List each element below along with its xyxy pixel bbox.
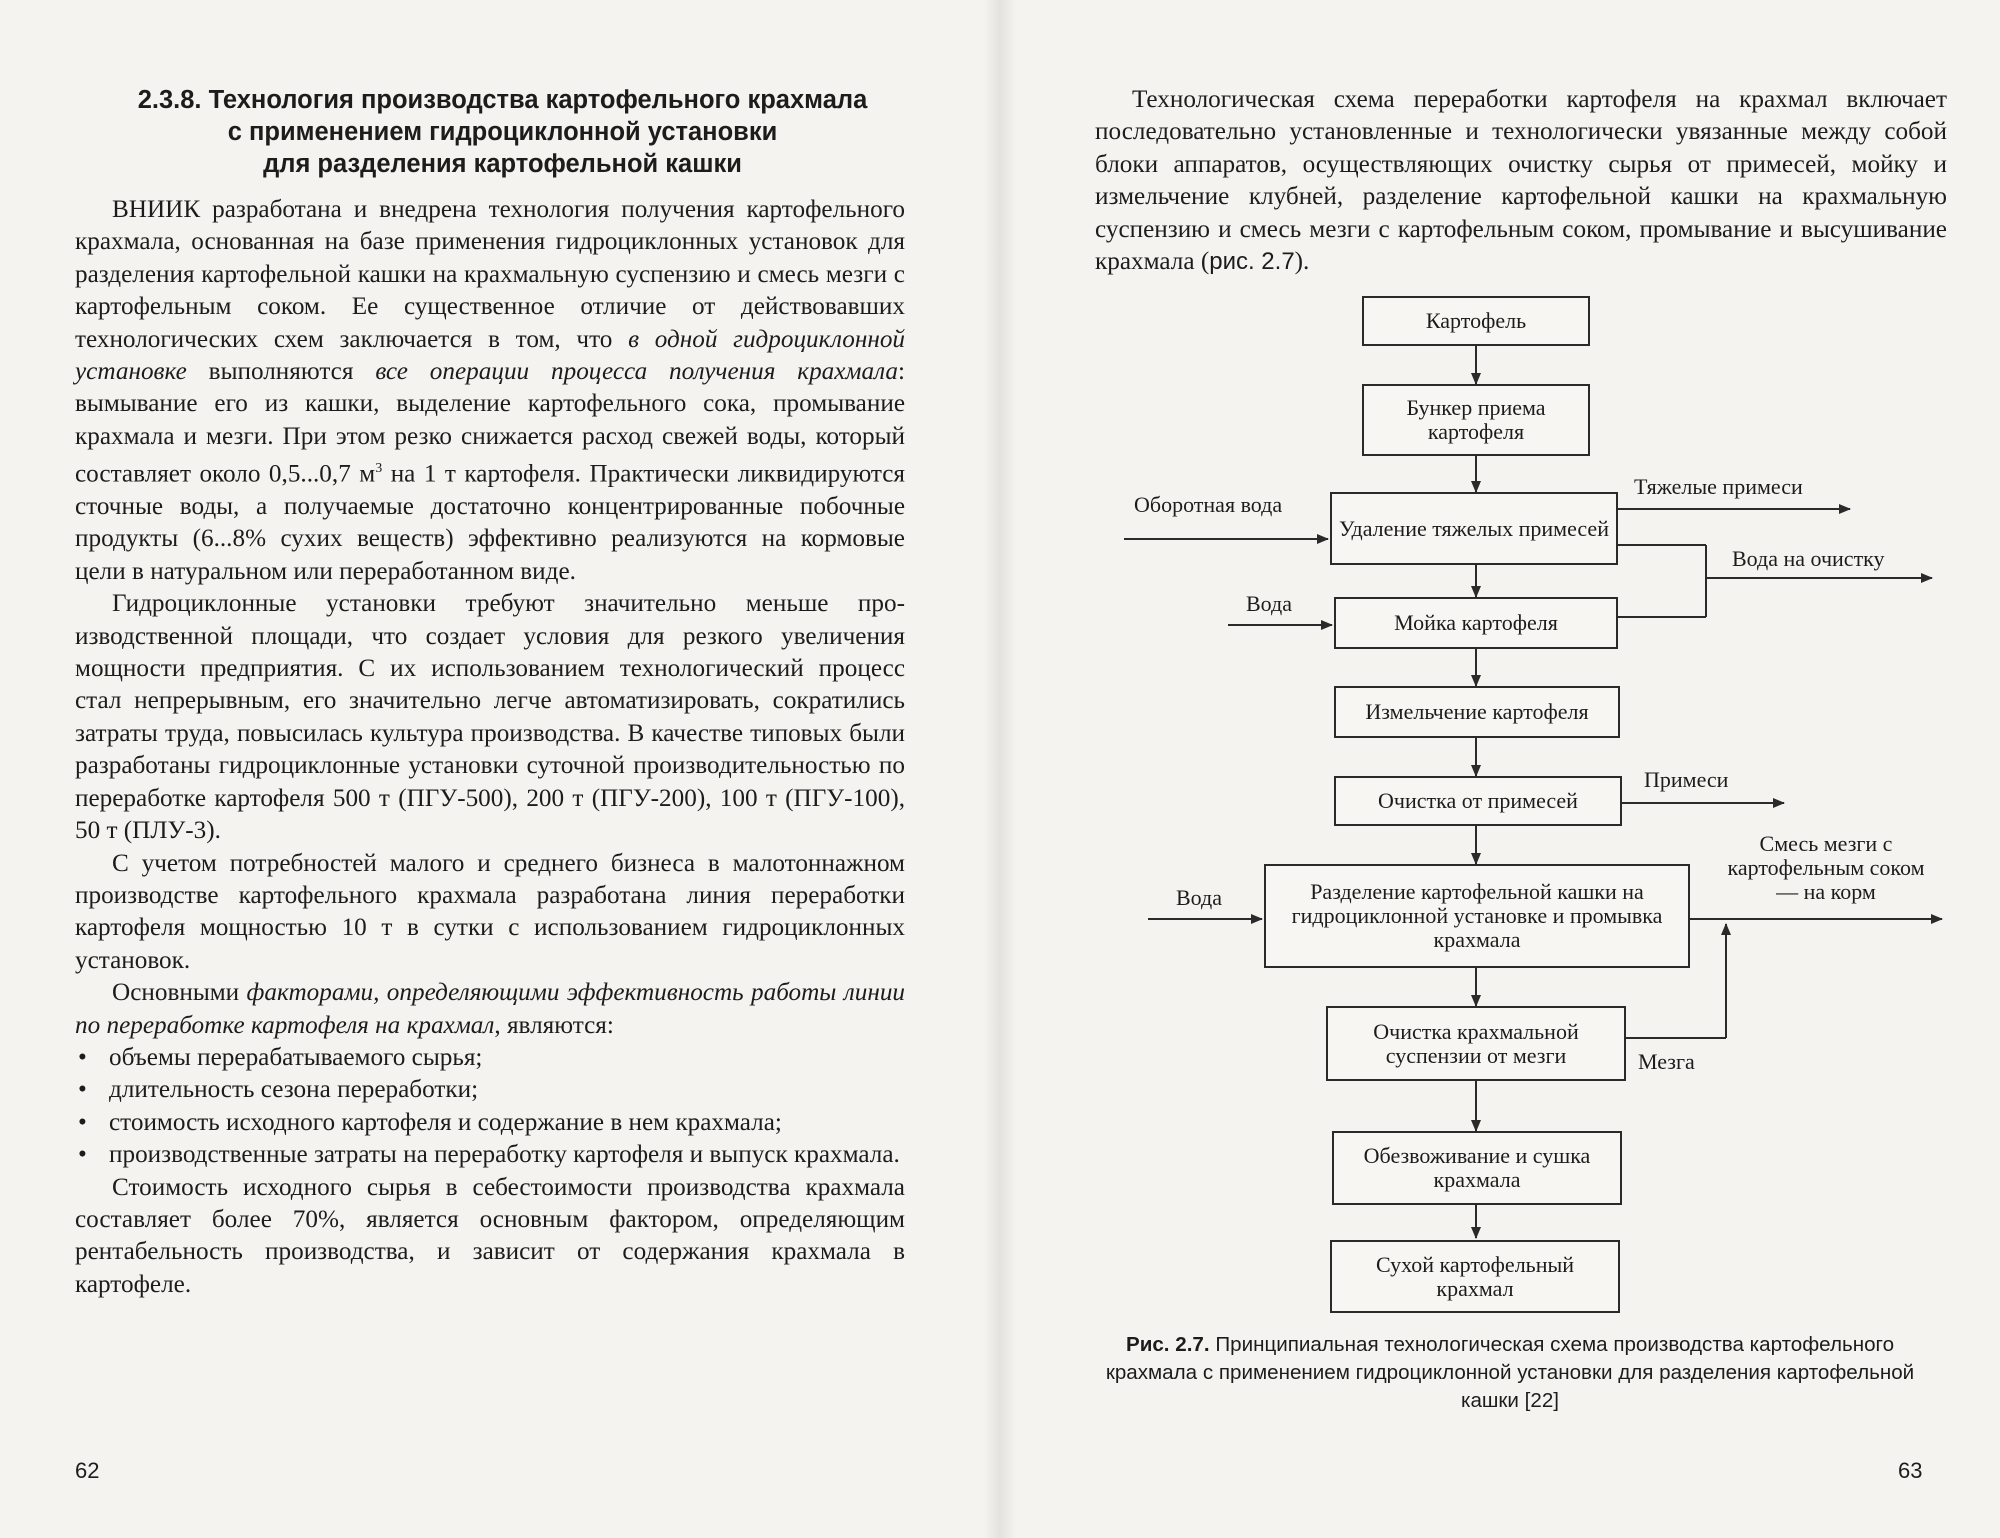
text-run: Технологическая схема переработки картофеля на крахмал включает последовательно установленные и технологически увязанные между собой блоки аппаратов, осуществляющих очистку сырья от примесей, мойку и измельчение клубней, разделение картофельной кашки на крахмальную суспензию и смесь мезги с картофельным соком, промывание и высушивание крахмала ( xyxy=(1095,86,1947,276)
paragraph xyxy=(75,977,905,1042)
list-item xyxy=(75,1074,905,1106)
emphasis: факторами, определяющими эффективность работы линии по переработке картофеля на крахмал xyxy=(75,979,906,1039)
section-heading xyxy=(95,84,910,180)
text-run: ). xyxy=(1294,248,1310,276)
left-body-text xyxy=(75,194,905,1301)
list-item xyxy=(75,1107,905,1139)
flow-label: Вода на очистку xyxy=(1732,546,1885,571)
page-number: 63 xyxy=(1898,1458,1923,1483)
heading-line: с применением гидроциклонной установки xyxy=(227,118,778,146)
process-box: Обезвоживание и сушка крахмала xyxy=(1332,1131,1622,1205)
flow-label: Примеси xyxy=(1644,767,1729,792)
superscript: 3 xyxy=(375,461,383,477)
factor-list xyxy=(75,1042,905,1172)
process-box: Картофель xyxy=(1362,296,1590,346)
bullet-icon: • xyxy=(78,1043,87,1071)
paragraph: Стоимость исходного сырья в себестоимости производства крахмала составляет более 70%, является основным фактором, определяющим рентабельность производства, и зависит от содержания крахмала в картофеле. xyxy=(75,1173,905,1298)
text-run: : вымывание его из кашки, выделение картофельного сока, промывание крахмала и мезги. При этом резко снижается расход свежей воды, который составляет около 0,5...0,7 м xyxy=(75,358,905,488)
bullet-icon: • xyxy=(78,1141,87,1169)
list-item xyxy=(75,1042,905,1074)
flow-label: Смесь мезги с картофельным соком — на корм xyxy=(1727,831,1925,904)
list-item-text: стоимость исходного картофеля и содержание в нем крахмала; xyxy=(109,1108,782,1136)
flow-label: Вода xyxy=(1246,591,1292,616)
text-run: , являются: xyxy=(494,1011,614,1039)
paragraph xyxy=(75,194,905,588)
bullet-icon: • xyxy=(78,1108,87,1136)
figure-caption xyxy=(1080,1331,1940,1415)
bullet-icon: • xyxy=(78,1076,87,1104)
text-run: выполняются xyxy=(186,358,376,386)
text-run: ВНИИК разработана и внедрена технология получения картофельного крахмала, основанная на базе применения гидроциклонных установок для разделения картофельной кашки на крахмальную суспензию и смесь мезги с картофельным соком. Ее существенное отличие от действовавших технологических схем заключается в том, что xyxy=(75,196,905,353)
list-item-text: производственные затраты на переработку картофеля и выпуск крахмала. xyxy=(109,1141,900,1169)
list-item-text: объемы перерабатываемого сырья; xyxy=(109,1043,483,1071)
process-box: Мойка картофеля xyxy=(1334,597,1618,649)
page-number: 62 xyxy=(75,1458,100,1483)
list-item xyxy=(75,1139,905,1171)
flow-label: Тяжелые примеси xyxy=(1634,474,1803,499)
process-box: Измельчение картофеля xyxy=(1334,686,1620,738)
heading-line: для разделения картофельной кашки xyxy=(263,150,742,178)
figure-reference[interactable]: рис. 2.7 xyxy=(1209,248,1295,276)
process-box: Бункер приема картофеля xyxy=(1362,384,1590,456)
paragraph: Гидроциклонные установки требуют значительно меньше производственной площади, что создает условия для резкого увеличения мощности предприятия. С их использованием технологический процесс стал непрерывным, его значительно легче автоматизировать, сократились затраты труда, повысилась культура производства. В качестве типовых были разработаны гидроциклонные установки суточной производительностью по переработке картофеля 500 т (ПГУ-500), 200 т (ПГУ-200), 100 т (ПГУ-100), 50 т (ПЛУ-3). xyxy=(75,590,905,845)
process-box: Очистка от примесей xyxy=(1334,776,1622,826)
right-page xyxy=(1000,0,2000,1538)
caption-label: Рис. 2.7. xyxy=(1125,1333,1210,1356)
flow-label: Вода xyxy=(1176,885,1222,910)
process-box: Очистка крахмальной суспензии от мезги xyxy=(1326,1006,1626,1081)
emphasis: в одной гидроциклонной установке xyxy=(75,325,906,386)
text-run: Основными xyxy=(112,979,247,1007)
caption-text: Принципиальная технологическая схема производства картофельного крахмала с применением гидроциклонной установки для разделения картофельной кашки [22] xyxy=(1105,1333,1915,1412)
flow-label: Оборотная вода xyxy=(1134,492,1283,517)
text-run: на 1 т картофеля. Практически ликвидируются сточные воды, а получаемые достаточно концентрированные побочные продукты (6...8% сухих веществ) эффективно реализуются на кормовые цели в натуральном или переработанном виде. xyxy=(75,460,906,585)
emphasis: все операции процесса получения крахмала xyxy=(375,358,898,386)
process-box: Удаление тяжелых примесей xyxy=(1330,492,1618,565)
process-flow-diagram xyxy=(1000,0,2000,1538)
heading-line: 2.3.8. Технология производства картофельного крахмала xyxy=(137,86,868,114)
paragraph: С учетом потребностей малого и среднего бизнеса в малотоннажном производстве картофельного крахмала разработана линия переработки картофеля мощностью 10 т в сутки с использованием гидроциклонных установок. xyxy=(75,849,905,974)
list-item-text: длительность сезона переработки; xyxy=(109,1076,479,1104)
flow-label: Мезга xyxy=(1638,1049,1695,1074)
process-box: Сухой картофельный крахмал xyxy=(1330,1240,1620,1313)
process-box: Разделение картофельной кашки на гидроциклонной установке и промывка крахмала xyxy=(1264,864,1690,968)
